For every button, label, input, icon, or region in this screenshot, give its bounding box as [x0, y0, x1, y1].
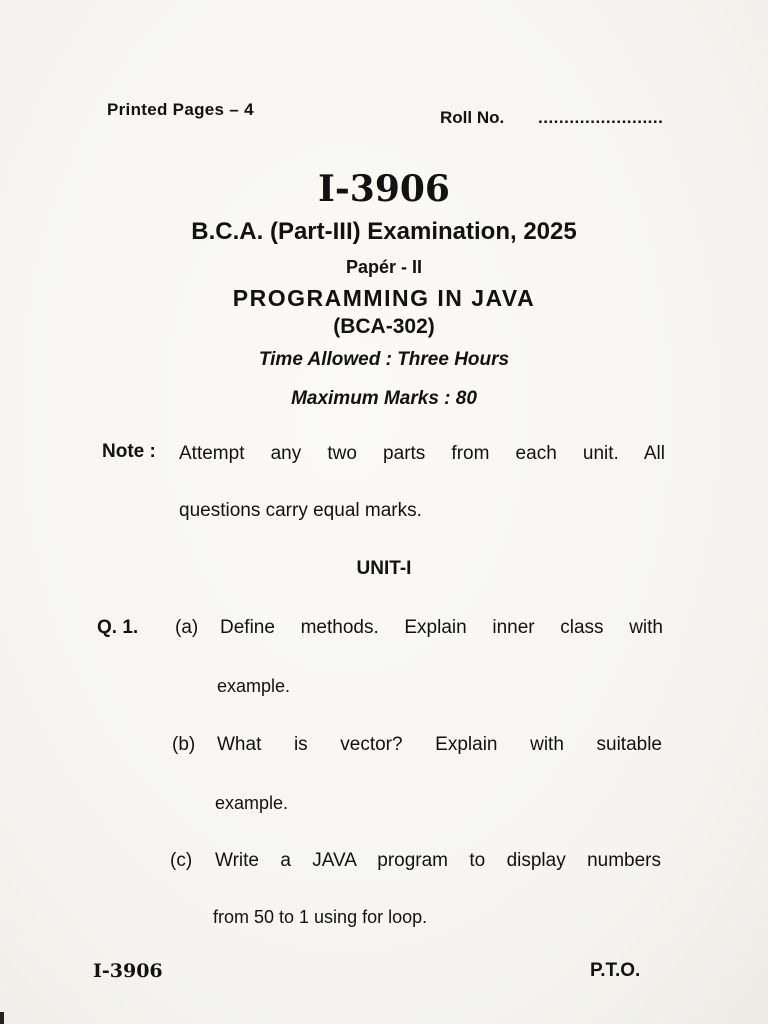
time-allowed: Time Allowed : Three Hours — [258, 349, 510, 370]
exam-title: B.C.A. (Part-III) Examination, 2025 — [191, 218, 577, 245]
roll-number-label: Roll No. — [440, 108, 505, 127]
note-text-line-2: questions carry equal marks. — [179, 500, 422, 521]
part-b-text-line-2: example. — [215, 793, 289, 813]
printed-pages-label: Printed Pages – 4 — [107, 100, 254, 119]
part-c-text-line-1: Write a JAVA program to display numbers — [215, 850, 661, 871]
part-c-label: (c) — [170, 850, 193, 871]
part-c-text-line-2: from 50 to 1 using for loop. — [213, 907, 428, 927]
part-b-label: (b) — [172, 734, 196, 755]
footer-pto: P.T.O. — [590, 960, 641, 981]
unit-heading: UNIT-I — [356, 558, 412, 579]
roll-number-blank: ........................ — [538, 108, 664, 127]
page-edge-mark — [0, 1012, 4, 1024]
footer-paper-code: I-3906 — [93, 960, 163, 982]
part-a-text-line-2: example. — [217, 676, 291, 696]
note-label: Note : — [102, 441, 156, 462]
question-number: Q. 1. — [97, 617, 139, 638]
subject-title: PROGRAMMING IN JAVA — [232, 285, 536, 311]
subject-code: (BCA-302) — [333, 315, 435, 338]
part-a-label: (a) — [175, 617, 199, 638]
note-text-line-1: Attempt any two parts from each unit. All — [179, 443, 665, 464]
paper-number: Papér - II — [345, 257, 423, 277]
maximum-marks: Maximum Marks : 80 — [291, 388, 477, 409]
part-b-text-line-1: What is vector? Explain with suitable — [217, 734, 662, 755]
part-a-text-line-1: Define methods. Explain inner class with — [220, 617, 663, 638]
paper-code: I-3906 — [318, 168, 450, 210]
